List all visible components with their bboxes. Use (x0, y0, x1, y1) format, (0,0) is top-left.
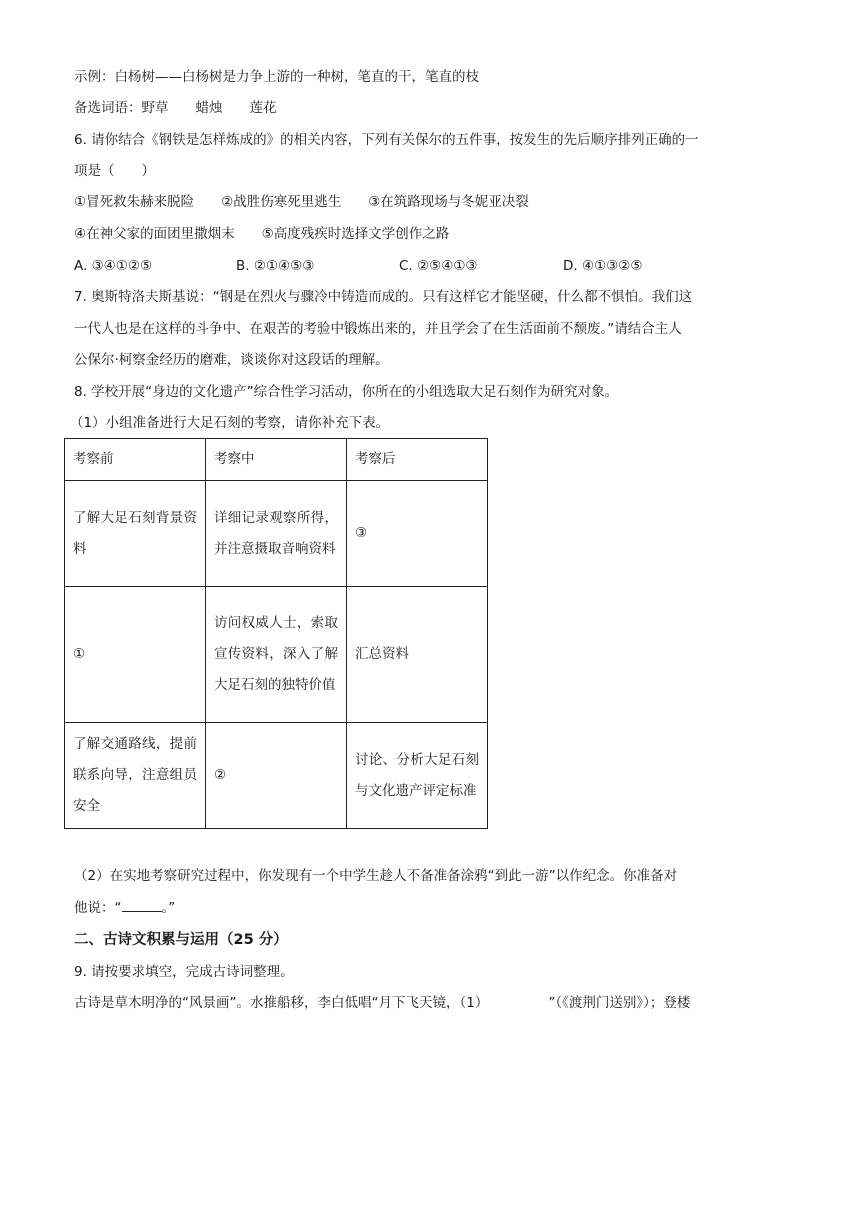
table-cell: ① (65, 587, 206, 723)
question-9-text: 9. 请按要求填空，完成古诗词整理。 (74, 964, 294, 980)
table-cell: ③ (347, 481, 488, 587)
table-cell: 访问权威人士，索取宣传资料，深入了解大足石刻的独特价值 (206, 587, 347, 723)
question-6-option-a: A. ③④①②⑤ (74, 258, 153, 274)
question-6-option-b: B. ②①④⑤③ (236, 258, 315, 274)
question-6-text-continued: 项是（ ） (74, 163, 155, 179)
candidate-words-line: 备选词语：野草 蜡烛 莲花 (74, 100, 277, 116)
section-2-heading: 二、古诗文积累与运用（25 分） (74, 932, 288, 948)
question-6-option-c: C. ②⑤④①③ (399, 258, 478, 274)
question-6-events-row-1: ①冒死救朱赫来脱险 ②战胜伤寒死里逃生 ③在筑路现场与冬妮亚决裂 (74, 194, 529, 210)
table-cell: ② (206, 723, 347, 829)
table-cell: 讨论、分析大足石刻与文化遗产评定标准 (347, 723, 488, 829)
answer-blank[interactable] (122, 899, 162, 912)
table-header-row (65, 439, 488, 481)
question-8-part-1: （1）小组准备进行大足石刻的考察，请你补充下表。 (70, 415, 390, 431)
table-row (65, 587, 488, 723)
question-8-part-2: （2）在实地考察研究过程中，你发现有一个中学生趁人不备准备涂鸦“到此一游”以作纪念。你准备对 (74, 868, 678, 884)
table-header-cell: 考察前 (65, 439, 206, 481)
table-cell: 了解大足石刻背景资料 (65, 481, 206, 587)
survey-table (64, 438, 488, 829)
question-8-part-2-answer-line (74, 898, 175, 918)
question-7-text: 7. 奥斯特洛夫斯基说：“钢是在烈火与骤冷中铸造而成的。只有这样它才能坚硬，什么都不惧怕。我们这 (74, 289, 693, 305)
answer-prefix: 他说：“ (74, 900, 122, 916)
table-cell: 详细记录观察所得，并注意摄取音响资料 (206, 481, 347, 587)
table-row (65, 723, 488, 829)
question-6-option-d: D. ④①③②⑤ (563, 258, 643, 274)
question-6-text: 6. 请你结合《钢铁是怎样炼成的》的相关内容，下列有关保尔的五件事，按发生的先后顺序排列正确的一 (74, 132, 699, 148)
table-header-cell: 考察后 (347, 439, 488, 481)
question-7-text-end: 公保尔·柯察金经历的磨难，谈谈你对这段话的理解。 (74, 352, 389, 368)
question-6-events-row-2: ④在神父家的面团里撒烟末 ⑤高度残疾时选择文学创作之路 (74, 226, 450, 242)
poem-line-text-end: ”（《渡荆门送别》）；登楼 (548, 995, 691, 1011)
table-header-cell: 考察中 (206, 439, 347, 481)
question-7-text-continued: 一代人也是在这样的斗争中、在艰苦的考验中锻炼出来的，并且学会了在生活面前不颓废。”请结合主人 (74, 321, 682, 337)
table-cell: 汇总资料 (347, 587, 488, 723)
question-9-poem-line (74, 993, 690, 1013)
table-row (65, 481, 488, 587)
question-8-text: 8. 学校开展“身边的文化遗产”综合性学习活动，你所在的小组选取大足石刻作为研究对象。 (74, 384, 619, 400)
table-cell: 了解交通路线，提前联系向导，注意组员安全 (65, 723, 206, 829)
poem-line-text: 古诗是草木明净的“风景画”。水推船移，李白低唱“月下飞天镜，（1） (74, 995, 489, 1011)
example-line: 示例：白杨树——白杨树是力争上游的一种树，笔直的干，笔直的枝 (74, 69, 479, 85)
answer-suffix: 。” (161, 900, 176, 916)
